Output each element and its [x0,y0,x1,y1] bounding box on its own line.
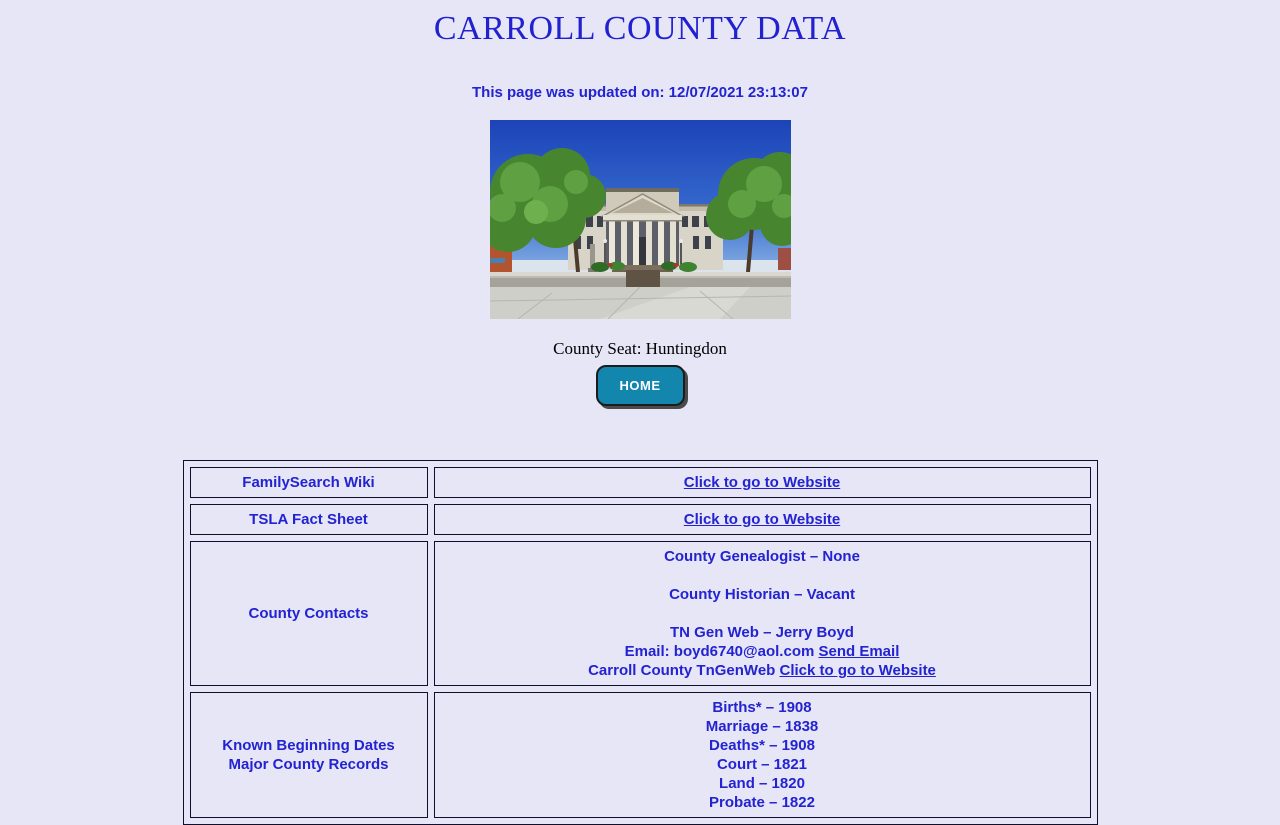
photo-container [0,120,1280,319]
record-births: Births* – 1908 [712,699,812,716]
table-row-beginning-dates [190,692,1091,818]
tngenweb-website-link[interactable]: Click to go to Website [779,662,936,679]
beginning-dates-detail-cell [434,692,1091,818]
email-line [441,642,1084,661]
beginning-dates-label-cell [190,692,428,818]
tngenweb-person-line: TN Gen Web – Jerry Boyd [670,624,854,641]
beginning-dates-label-line1: Known Beginning Dates [222,737,395,754]
send-email-link[interactable]: Send Email [818,643,900,660]
contacts-label: County Contacts [248,605,369,622]
record-land: Land – 1820 [719,775,805,792]
county-seat-caption: County Seat: Huntingdon [553,339,727,358]
record-deaths: Deaths* – 1908 [709,737,815,754]
courthouse-photo [490,120,791,319]
email-text: Email: boyd6740@aol.com [624,643,815,660]
table-row-contacts [190,541,1091,686]
table-row-tsla [190,504,1091,535]
updated-text: This page was updated on: 12/07/2021 23:13:07 [472,84,808,101]
county-genealogist-line: County Genealogist – None [664,548,860,565]
tsla-link-cell [434,504,1091,535]
home-button[interactable]: HOME [596,365,685,406]
familysearch-link-cell [434,467,1091,498]
spacer [441,566,1084,585]
familysearch-label: FamilySearch Wiki [242,474,375,491]
record-court: Court – 1821 [716,756,808,773]
tsla-label-cell [190,504,428,535]
tngenweb-website-line [441,661,1084,680]
record-probate: Probate – 1822 [709,794,815,811]
page-title: CARROLL COUNTY DATA [433,10,847,47]
familysearch-label-cell [190,467,428,498]
spacer [441,604,1084,623]
county-historian-line: County Historian – Vacant [669,586,855,603]
tsla-website-link[interactable]: Click to go to Website [683,511,841,528]
contacts-detail-cell [434,541,1091,686]
familysearch-website-link[interactable]: Click to go to Website [683,474,841,491]
beginning-dates-label-line2: Major County Records [228,756,389,773]
tsla-label: TSLA Fact Sheet [249,511,368,528]
tngenweb-text: Carroll County TnGenWeb [588,662,776,679]
home-button-row [0,365,1280,406]
record-marriage: Marriage – 1838 [705,718,819,735]
table-row-familysearch [190,467,1091,498]
county-data-table-wrap [183,460,1098,825]
county-data-table [183,460,1098,825]
contacts-label-cell [190,541,428,686]
